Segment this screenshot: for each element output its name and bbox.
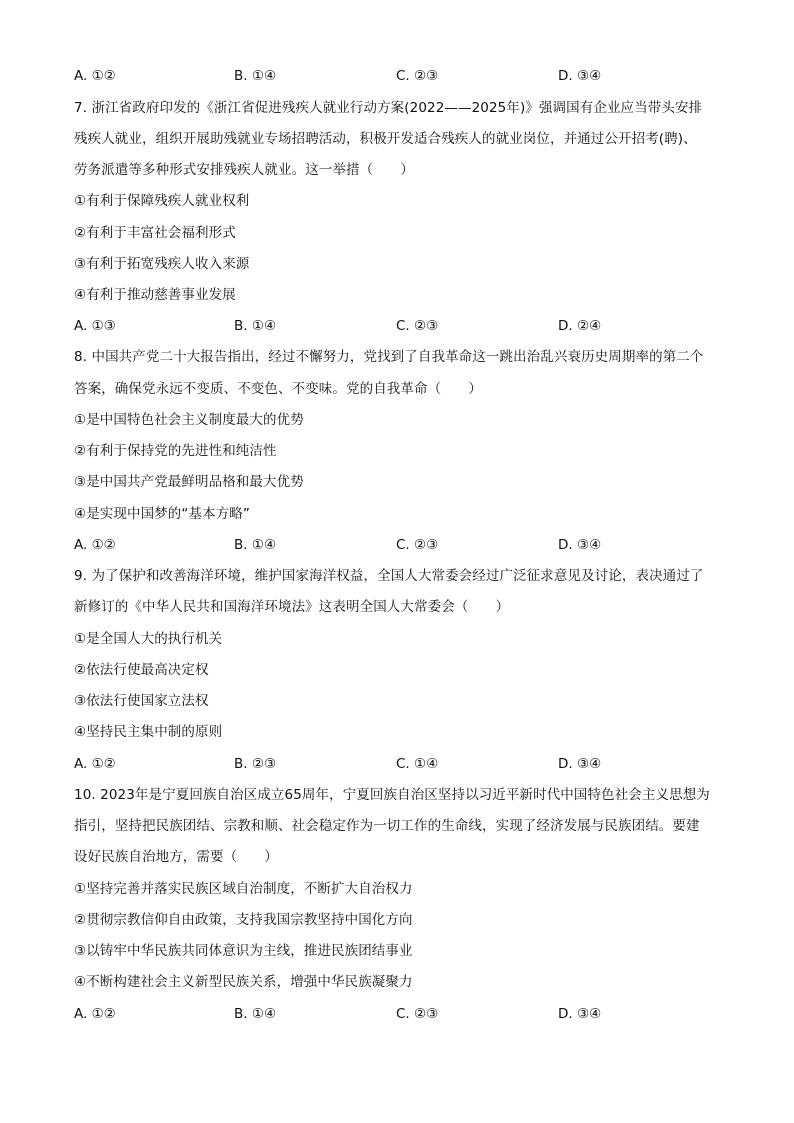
q9-stem-line-1: 9. 为了保护和改善海洋环境，维护国家海洋权益，全国人大常委会经过广泛征求意见及讨论，表决通过了	[74, 568, 704, 584]
q10-statement-4: ④不断构建社会主义新型民族关系，增强中华民族凝聚力	[74, 974, 413, 990]
q6-option-c: C. ②③	[396, 68, 439, 84]
q7-statement-2: ②有利于丰富社会福利形式	[74, 225, 236, 241]
q8-option-d: D. ③④	[558, 537, 602, 553]
q7-option-a: A. ①③	[74, 318, 116, 334]
q7-option-b: B. ①④	[234, 318, 277, 334]
q10-option-c: C. ②③	[396, 1006, 439, 1022]
q9-option-c: C. ①④	[396, 756, 439, 772]
q9-options	[74, 755, 734, 773]
q7-statement-3: ③有利于拓宽残疾人收入来源	[74, 256, 250, 272]
q10-option-a: A. ①②	[74, 1006, 116, 1022]
q7-statement-1: ①有利于保障残疾人就业权利	[74, 193, 250, 209]
q8-option-c: C. ②③	[396, 537, 439, 553]
q10-stem-line-1: 10. 2023年是宁夏回族自治区成立65周年，宁夏回族自治区坚持以习近平新时代中国特色社会主义思想为	[74, 787, 710, 803]
q9-option-a: A. ①②	[74, 756, 116, 772]
q9-statement-4: ④坚持民主集中制的原则	[74, 724, 223, 740]
q8-stem-line-1: 8. 中国共产党二十大报告指出，经过不懈努力，党找到了自我革命这一跳出治乱兴衰历史周期率的第二个	[74, 349, 704, 365]
q8-option-a: A. ①②	[74, 537, 116, 553]
q10-stem-line-3: 设好民族自治地方，需要（ ）	[74, 849, 278, 865]
q8-statement-4: ④是实现中国梦的“基本方略”	[74, 506, 250, 522]
q6-option-a: A. ①②	[74, 68, 116, 84]
q6-option-b: B. ①④	[234, 68, 277, 84]
q10-statement-2: ②贯彻宗教信仰自由政策，支持我国宗教坚持中国化方向	[74, 912, 413, 928]
q9-statement-1: ①是全国人大的执行机关	[74, 631, 223, 647]
q10-option-d: D. ③④	[558, 1006, 602, 1022]
q9-stem-line-2: 新修订的《中华人民共和国海洋环境法》这表明全国人大常委会（ ）	[74, 599, 510, 615]
q9-statement-2: ②依法行使最高决定权	[74, 662, 209, 678]
q8-statement-3: ③是中国共产党最鲜明品格和最大优势	[74, 474, 304, 490]
q9-option-d: D. ③④	[558, 756, 602, 772]
q10-statement-1: ①坚持完善并落实民族区域自治制度，不断扩大自治权力	[74, 881, 413, 897]
q7-option-c: C. ②③	[396, 318, 439, 334]
q7-options	[74, 317, 734, 335]
q8-statement-1: ①是中国特色社会主义制度最大的优势	[74, 412, 304, 428]
q10-statement-3: ③以铸牢中华民族共同体意识为主线，推进民族团结事业	[74, 943, 413, 959]
q6-options	[74, 67, 734, 85]
q8-statement-2: ②有利于保持党的先进性和纯洁性	[74, 443, 277, 459]
q9-option-b: B. ②③	[234, 756, 277, 772]
q7-stem-line-2: 残疾人就业，组织开展助残就业专场招聘活动，积极开发适合残疾人的就业岗位，并通过公开招考(聘)、	[74, 131, 697, 147]
q7-stem-line-3: 劳务派遣等多种形式安排残疾人就业。这一举措（ ）	[74, 162, 414, 178]
q7-option-d: D. ②④	[558, 318, 602, 334]
q8-stem-line-2: 答案，确保党永远不变质、不变色、不变味。党的自我革命（ ）	[74, 381, 482, 397]
q10-stem-line-2: 指引，坚持把民族团结、宗教和顺、社会稳定作为一切工作的生命线，实现了经济发展与民族团结。要建	[74, 818, 700, 834]
q7-stem-line-1: 7. 浙江省政府印发的《浙江省促进残疾人就业行动方案(2022——2025年)》强调国有企业应当带头安排	[74, 100, 703, 116]
q8-options	[74, 536, 734, 554]
q7-statement-4: ④有利于推动慈善事业发展	[74, 287, 236, 303]
q10-options	[74, 1005, 734, 1023]
q8-option-b: B. ①④	[234, 537, 277, 553]
q9-statement-3: ③依法行使国家立法权	[74, 693, 209, 709]
q10-option-b: B. ①④	[234, 1006, 277, 1022]
q6-option-d: D. ③④	[558, 68, 602, 84]
